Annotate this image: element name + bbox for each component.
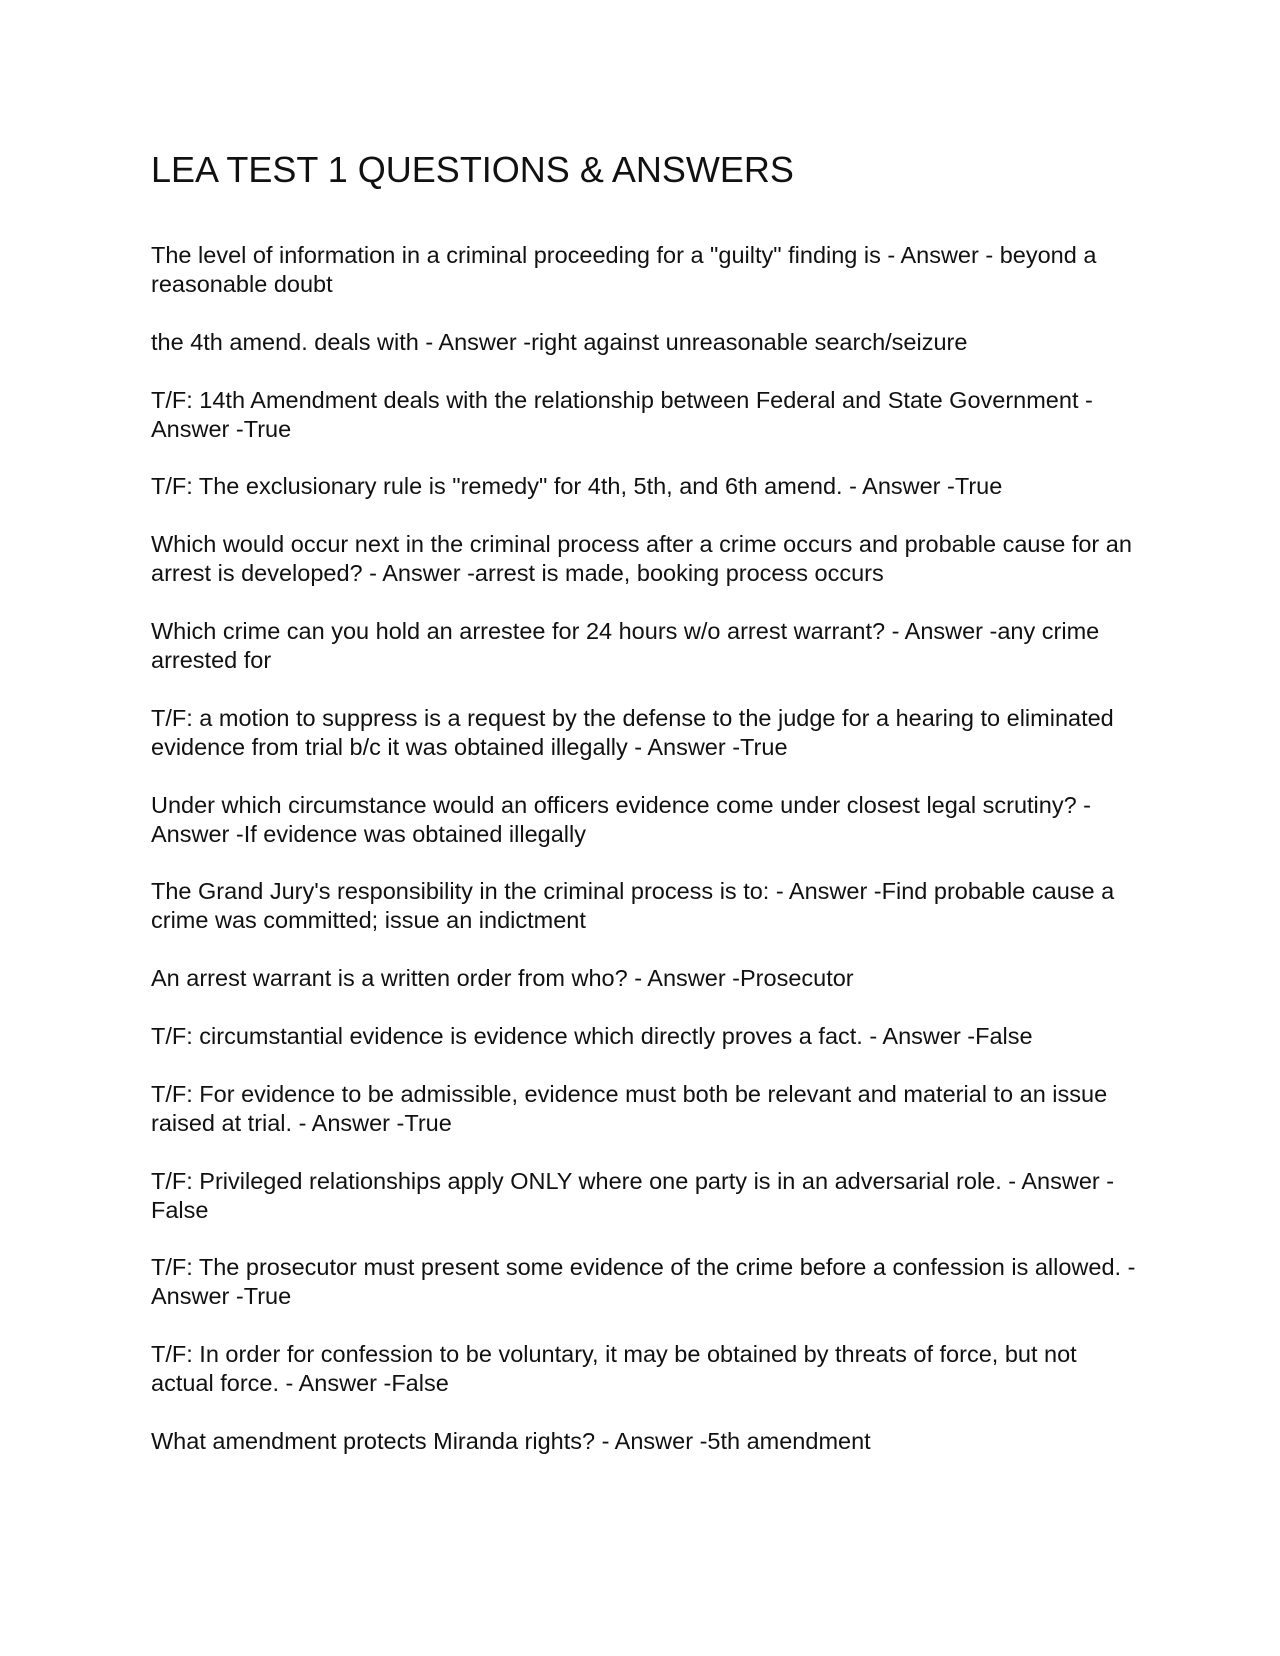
document-content [151,149,1141,1485]
qa-item: T/F: 14th Amendment deals with the relationship between Federal and State Government - Answer -True [151,386,1093,442]
qa-item: T/F: For evidence to be admissible, evidence must both be relevant and material to an issue raised at trial. - Answer -True [151,1080,1108,1136]
qa-item: T/F: Privileged relationships apply ONLY where one party is in an adversarial role. - Answer -False [151,1167,1115,1223]
qa-item: the 4th amend. deals with - Answer -right against unreasonable search/seizure [151,328,968,355]
qa-item: Which crime can you hold an arrestee for 24 hours w/o arrest warrant? - Answer -any crime arrested for [151,617,1100,673]
qa-item: The level of information in a criminal proceeding for a "guilty" finding is - Answer - beyond a reasonable doubt [151,242,1097,297]
qa-item: T/F: The prosecutor must present some evidence of the crime before a confession is allowed. - Answer -True [151,1254,1136,1310]
qa-list [151,241,1141,1456]
qa-item: Under which circumstance would an officers evidence come under closest legal scrutiny? - Answer -If evidence was obtained illegally [151,791,1092,847]
qa-item: T/F: In order for confession to be voluntary, it may be obtained by threats of force, but not actual force. - Answer -False [151,1341,1077,1397]
qa-item: What amendment protects Miranda rights? - Answer -5th amendment [151,1427,871,1454]
document-title: LEA TEST 1 QUESTIONS & ANSWERS [151,149,794,190]
qa-item: The Grand Jury's responsibility in the criminal process is to: - Answer -Find probable cause a crime was committed; issue an indictment [151,878,1115,934]
qa-item: An arrest warrant is a written order from who? - Answer -Prosecutor [151,965,854,992]
qa-item: T/F: circumstantial evidence is evidence which directly proves a fact. - Answer -False [151,1022,1033,1049]
qa-item: T/F: The exclusionary rule is "remedy" for 4th, 5th, and 6th amend. - Answer -True [151,473,1003,500]
qa-item: T/F: a motion to suppress is a request by the defense to the judge for a hearing to eliminated evidence from trial b/c it was obtained illegally - Answer -True [151,704,1114,760]
qa-item: Which would occur next in the criminal process after a crime occurs and probable cause for an arrest is developed? - Answer -arrest is made, booking process occurs [151,531,1132,587]
